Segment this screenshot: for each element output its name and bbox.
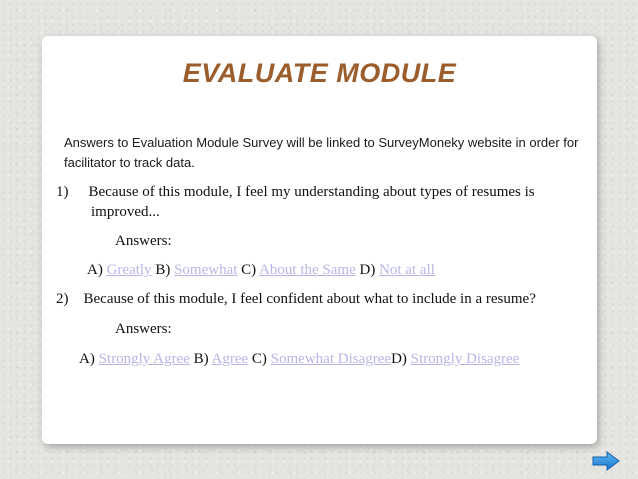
question-1-number: 1) [56, 184, 69, 200]
slide-card [42, 36, 597, 444]
page-title: EVALUATE MODULE [182, 58, 457, 88]
option-strongly-agree-link[interactable]: Strongly Agree [98, 351, 190, 367]
question-2-answers-label: Answers: [115, 321, 172, 337]
option-letter: D) [359, 262, 376, 278]
option-agree-link[interactable]: Agree [211, 351, 249, 367]
option-letter: C) [251, 351, 267, 367]
option-letter: A) [79, 351, 95, 367]
question-2-text: Because of this module, I feel confident about what to include in a resume? [83, 291, 536, 307]
option-letter: B) [193, 351, 209, 367]
question-1-line2: improved... [91, 204, 160, 220]
option-strongly-disagree-link[interactable]: Strongly Disagree [410, 351, 520, 367]
option-letter: C) [241, 262, 257, 278]
option-about-the-same-link[interactable]: About the Same [259, 262, 356, 278]
option-somewhat-disagree-link[interactable]: Somewhat Disagree [270, 351, 392, 367]
option-somewhat-link[interactable]: Somewhat [174, 262, 238, 278]
question-1-answers-label: Answers: [115, 233, 172, 249]
question-1-line1 [56, 184, 535, 201]
question-2-number: 2) [56, 291, 69, 307]
right-arrow-icon [592, 451, 620, 471]
option-greatly-link[interactable]: Greatly [106, 262, 152, 278]
question-1-options [87, 262, 435, 279]
question-2-line1 [56, 291, 536, 308]
intro-text: Answers to Evaluation Module Survey will be linked to SurveyMoneky website in order for facilitator to track data. [64, 135, 579, 170]
next-slide-button[interactable] [592, 451, 620, 471]
question-2-options [79, 351, 519, 368]
option-not-at-all-link[interactable]: Not at all [379, 262, 435, 278]
question-1-text: Because of this module, I feel my understanding about types of resumes is [88, 184, 535, 200]
option-letter: A) [87, 262, 103, 278]
option-letter: B) [155, 262, 171, 278]
option-letter: D) [391, 351, 407, 367]
